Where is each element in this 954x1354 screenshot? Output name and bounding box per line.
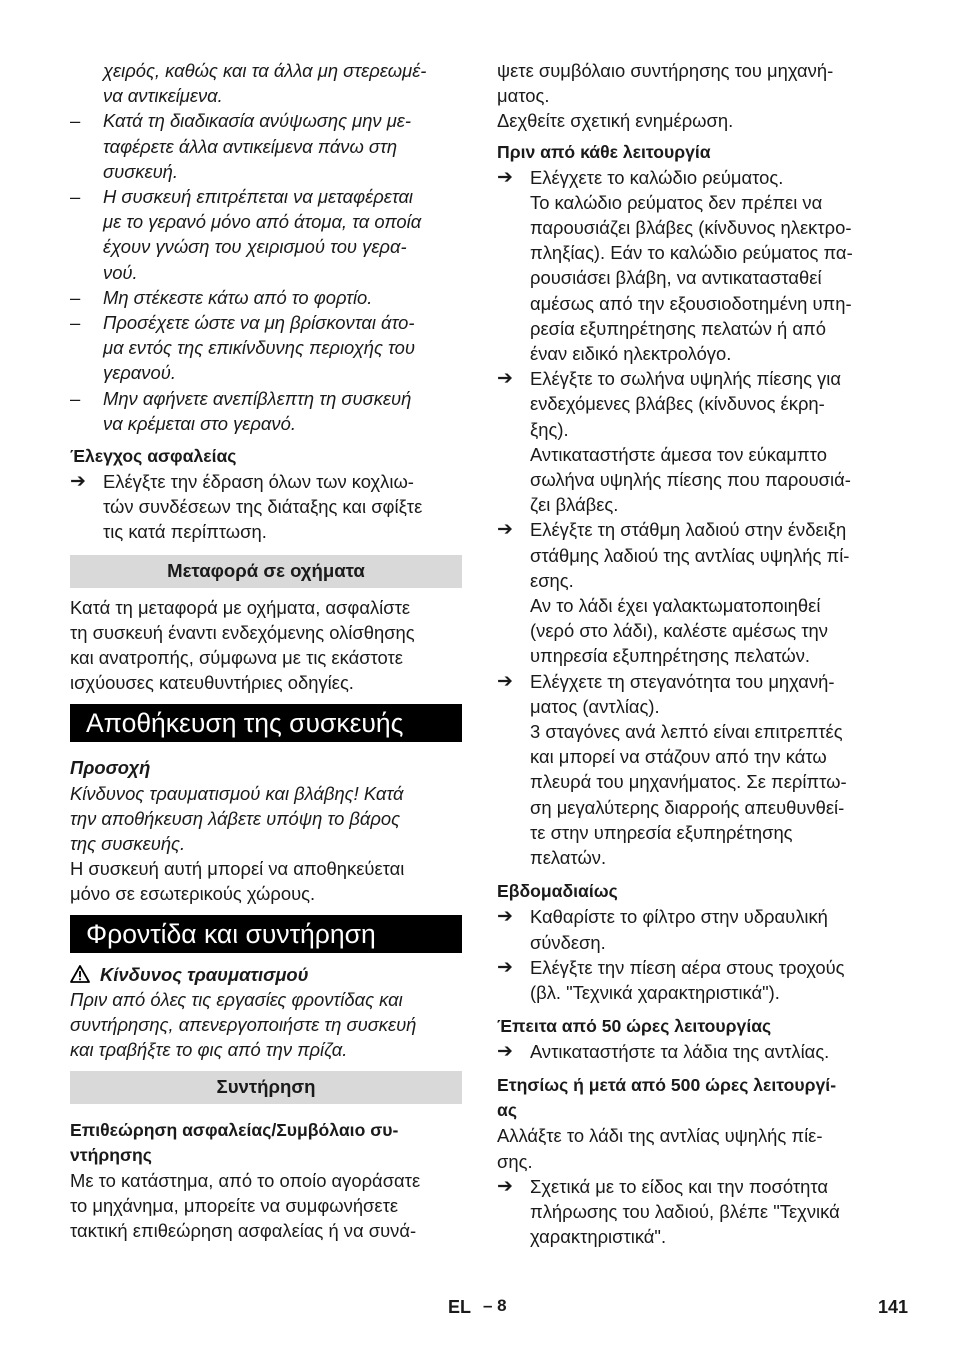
storage-text: Η συσκευή αυτή μπορεί να αποθηκεύεται μόνο σε εσωτερικούς χώρους. bbox=[70, 858, 405, 905]
arrow-icon: ➔ bbox=[497, 166, 513, 188]
arrow-icon: ➔ bbox=[497, 670, 513, 692]
list-item bbox=[70, 469, 462, 545]
list-item-text: Ελέγχετε το καλώδιο ρεύματος. bbox=[530, 166, 784, 188]
yearly-oil-reference: Σχετικά με το είδος και την ποσότητα πλήρωσης του λαδιού, βλέπε "Τεχνικά χαρακτηριστικά". bbox=[530, 1175, 840, 1248]
injury-warning bbox=[70, 962, 462, 987]
dash-bullet: – bbox=[70, 286, 81, 308]
list-item bbox=[70, 386, 462, 436]
dash-bullet: – bbox=[70, 110, 81, 132]
list-item-text: Προσέχετε ώστε να μη βρίσκονται άτο- μα εντός της επικίνδυνης περιοχής του γερανού. bbox=[103, 312, 415, 384]
list-item-note: Το καλώδιο ρεύματος δεν πρέπει να παρουσιάζει βλάβες (κίνδυνος ηλεκτρο- πληξίας). Εάν το καλώδιο ρεύματος πα- ρουσιάσει βλάβη, να αντικατασταθεί αμέσως από την εξουσιοδοτημένη υπη- ρεσία εξυπηρέτησης πελατών ή από έναν ειδικό ηλεκτρολόγο. bbox=[530, 191, 853, 365]
warning-triangle-icon bbox=[70, 965, 90, 983]
arrow-icon: ➔ bbox=[497, 956, 513, 978]
injury-text: Πριν από όλες τις εργασίες φροντίδας και συντήρησης, απενεργοποιήστε τη συσκευή και τραβήξτε το φις από την πρίζα. bbox=[70, 988, 417, 1061]
dash-bullet: – bbox=[70, 387, 81, 409]
yearly-heading: Ετησίως ή μετά από 500 ώρες λειτουργί- ας bbox=[497, 1075, 837, 1121]
after-50-hours-text: Αντικαταστήστε τα λάδια της αντλίας. bbox=[530, 1041, 830, 1063]
arrow-icon: ➔ bbox=[497, 1041, 513, 1063]
dash-bullet: – bbox=[70, 186, 81, 208]
caution-text: Κίνδυνος τραυματισμού και βλάβης! Κατά την αποθήκευση λάβετε υπόψη το βάρος της συσκευής. bbox=[70, 782, 404, 855]
caution-heading: Προσοχή bbox=[70, 757, 151, 779]
list-item-text: Η συσκευή επιτρέπεται να μεταφέρεται με το γερανό μόνο από άτομα, τα οποία έχουν γνώση του χειρισμού του γερα- νού. bbox=[103, 186, 422, 283]
dash-bullet: – bbox=[70, 312, 81, 334]
list-item-text: Ελέγξτε το σωλήνα υψηλής πίεσης για ενδεχόμενες βλάβες (κίνδυνος έκρη- ξης). bbox=[530, 368, 841, 440]
right-column bbox=[497, 58, 887, 1249]
safety-check-heading: Έλεγχος ασφαλείας bbox=[70, 446, 237, 467]
after-50-hours-heading: Έπειτα από 50 ώρες λειτουργίας bbox=[497, 1016, 772, 1037]
section-title-storage: Αποθήκευση της συσκευής bbox=[70, 704, 462, 742]
crane-intro-continued: χειρός, καθώς και τα άλλα μη στερεωμέ- να αντικείμενα. bbox=[103, 60, 427, 107]
left-column bbox=[70, 58, 462, 1243]
list-item bbox=[497, 955, 887, 1005]
list-item-note: Αν το λάδι έχει γαλακτωματοποιηθεί (νερό στο λάδι), καλέστε αμέσως την υπηρεσία εξυπηρέτησης πελατών. bbox=[530, 595, 828, 667]
arrow-icon: ➔ bbox=[497, 368, 513, 390]
list-item-text: Ελέγξτε τη στάθμη λαδιού στην ένδειξη στάθμης λαδιού της αντλίας υψηλής πί- εσης. bbox=[530, 519, 850, 591]
list-item bbox=[70, 108, 462, 184]
list-item-text: Καθαρίστε το φίλτρο στην υδραυλική σύνδεση. bbox=[530, 906, 828, 953]
arrow-icon: ➔ bbox=[497, 906, 513, 928]
list-item bbox=[497, 165, 887, 190]
list-item-note: Αντικαταστήστε άμεσα τον εύκαμπτο σωλήνα υψηλής πίεσης που παρουσιά- ζει βλάβες. bbox=[530, 443, 851, 516]
footer-language: EL bbox=[448, 1297, 472, 1317]
list-item bbox=[70, 58, 462, 108]
yearly-text: Αλλάξτε το λάδι της αντλίας υψηλής πίε- σης. bbox=[497, 1125, 823, 1172]
list-item bbox=[497, 366, 887, 442]
list-item-text: Ελέγχετε τη στεγανότητα του μηχανή- ματος (αντλίας). bbox=[530, 670, 835, 717]
list-item bbox=[70, 310, 462, 386]
list-item bbox=[497, 669, 887, 719]
arrow-icon: ➔ bbox=[497, 519, 513, 541]
list-item bbox=[497, 1174, 887, 1250]
section-title-care: Φροντίδα και συντήρηση bbox=[70, 915, 462, 953]
safety-check-text: Ελέγξτε την έδραση όλων των κοχλιω- τών συνδέσεων της διάταξης και σφίξτε τις κατά περίπτωση. bbox=[103, 471, 423, 543]
list-item-text: Κατά τη διαδικασία ανύψωσης μην με- ταφέρετε άλλα αντικείμενα πάνω στη συσκευή. bbox=[103, 110, 411, 182]
list-item bbox=[497, 1039, 887, 1064]
list-item-note: 3 σταγόνες ανά λεπτό είναι επιτρεπτές και μπορεί να στάζουν από την κάτω πλευρά του μηχανήματος. Σε περίπτω- ση μεγαλύτερης διαρροής απευθυνθεί- τε στην υπηρεσία εξυπηρέτησης πελατών. bbox=[530, 721, 847, 869]
page-number: 141 bbox=[878, 1297, 909, 1317]
inspection-heading: Επιθεώρηση ασφαλείας/Συμβόλαιο συ- ντήρησης bbox=[70, 1119, 399, 1165]
footer-section-page: – 8 bbox=[483, 1296, 507, 1315]
list-item-text: Μην αφήνετε ανεπίβλεπτη τη συσκευή να κρέμεται στο γερανό. bbox=[103, 387, 412, 434]
inspection-text-continued: ψετε συμβόλαιο συντήρησης του μηχανή- ματος. Δεχθείτε σχετική ενημέρωση. bbox=[497, 60, 834, 132]
list-item bbox=[70, 285, 462, 310]
section-bar-maintenance: Συντήρηση bbox=[70, 1071, 462, 1104]
list-item-text: Ελέγξτε την πίεση αέρα στους τροχούς (βλ. "Τεχνικά χαρακτηριστικά"). bbox=[530, 956, 845, 1003]
inspection-text: Με το κατάστημα, από το οποίο αγοράσατε το μηχάνημα, μπορείτε να συμφωνήσετε τακτική επιθεώρηση ασφαλείας ή να συνά- bbox=[70, 1169, 421, 1241]
list-item bbox=[497, 904, 887, 954]
list-item bbox=[497, 517, 887, 593]
vehicle-transport-text: Κατά τη μεταφορά με οχήματα, ασφαλίστε τη συσκευή έναντι ενδεχόμενης ολίσθησης και ανατροπής, σύμφωνα με τις εκάστοτε ισχύουσες κατευθυντήριες οδηγίες. bbox=[70, 596, 415, 694]
arrow-icon: ➔ bbox=[70, 471, 86, 493]
before-operation-heading: Πριν από κάθε λειτουργία bbox=[497, 141, 711, 162]
list-item bbox=[70, 184, 462, 285]
list-item-text: Μη στέκεστε κάτω από το φορτίο. bbox=[103, 286, 373, 308]
section-bar-vehicle-transport: Μεταφορά σε οχήματα bbox=[70, 555, 462, 588]
injury-heading: Κίνδυνος τραυματισμού bbox=[100, 963, 309, 985]
arrow-icon: ➔ bbox=[497, 1175, 513, 1197]
weekly-heading: Εβδομαδιαίως bbox=[497, 881, 618, 902]
